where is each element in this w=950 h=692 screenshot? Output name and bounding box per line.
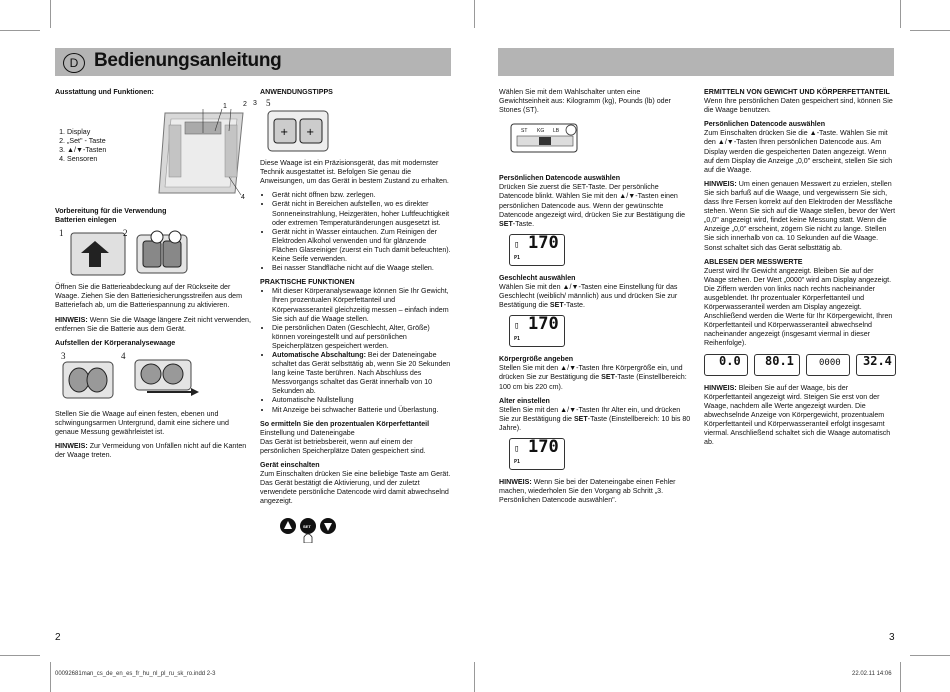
paragraph: -Taste (Einstellbereich: 10 bis 80 Jahre).: [499, 414, 691, 432]
section-heading: PRAKTISCHE FUNKTIONEN: [260, 278, 355, 287]
lcd-code: P1: [514, 336, 521, 343]
unit-label: KG: [537, 128, 545, 135]
lcd-value: 32.4: [863, 353, 892, 368]
paragraph: Zur Vermeidung von Unfällen nicht auf die Kanten der Waage treten.: [55, 442, 247, 460]
paragraph: -Taste.: [512, 219, 535, 228]
button-figure: [260, 511, 452, 545]
list-item: • Gerät nicht in Bereichen aufstellen, wo es direkter Sonneneinstrahlung, Heizgeräten, hoher Luftfeuchtigkeit oder extremen Temperaturänderungen ausgesetzt ist.: [272, 200, 452, 227]
lcd-display: [754, 354, 800, 376]
section-heading: ABLESEN DER MESSWERTE: [704, 257, 803, 266]
battery-compartment-illustration: [266, 109, 332, 155]
note-label: HINWEIS:: [704, 179, 737, 188]
lcd-value: 0000: [819, 357, 841, 368]
paragraph: -Taste (Einstellbereich: 100 cm bis 220 cm).: [499, 373, 687, 391]
scale-illustration: [145, 97, 255, 203]
list-item-text: Bei der Dateneingabe schaltet das Gerät selbsttätig ab, wenn Sie 20 Sekunden lang keine Taste berühren. Nach Abschluss des Messvorgangs schaltet das Gerät innerhalb von 10 Sekunden ab.: [272, 350, 451, 396]
paragraph: Wenn Sie bei der Dateneingabe einen Fehler machen, wiederholen Sie den Vorgang ab Schritt „3. Persönlichen Datencode auswählen".: [499, 477, 676, 505]
section-heading: ANWENDUNGSTIPPS: [260, 88, 333, 96]
paragraph: Drücken Sie zuerst die SET-Taste. Der persönliche Datencode blinkt. Wählen Sie mit den ▲/▼-Tasten einen persönlichen Datencode aus. Wenn der gewünschte Datencode angezeigt wird, drücken Sie zur Bestätigung die: [499, 183, 686, 219]
paragraph: Zuerst wird Ihr Gewicht angezeigt. Bleiben Sie auf der Waage stehen. Der Wert „0000" wird am Display angezeigt. Die Ziffern werden von links nach rechts nacheinander ausgeblendet. Ihr prozentualer Körperfettanteil und Körperwasseranteil werden am Display angezeigt. Anschließend werden die Werte für Ihr Körpergewicht, Ihren Körperfettanteil und Körperwasseranteil abwechselnd nacheinander angezeigt (insgesamt viermal in dieser Reihenfolge).: [704, 266, 893, 348]
column-1: [55, 88, 257, 465]
paragraph: Zum Einschalten drücken Sie die ▲-Taste. Wählen Sie mit den ▲/▼-Tasten Ihren persönlichen Datencode aus. Am Display werden die gespeicherten Daten angezeigt. Wenn auf dem Display die Anzeige „0,0" erscheint, stellen Sie sich auf die Waage.: [704, 129, 893, 174]
list-item: • Mit dieser Körperanalysewaage können Sie Ihr Gewicht, Ihren prozentualen Körperfettanteil und Körperwasseranteil gleichzeitig messen – einfach indem Sie sich auf die Waage stellen.: [272, 287, 452, 323]
svg-text:+: +: [280, 127, 289, 139]
feet-on-scale-illustration: [61, 360, 117, 402]
list-item: 4. Sensoren: [67, 155, 106, 164]
list-item: 3. ▲/▼-Tasten: [67, 146, 106, 155]
callout-2: 2: [243, 101, 247, 109]
fig-label: 3: [61, 350, 66, 361]
section-heading: Persönlichen Datencode auswählen: [499, 174, 621, 183]
column-4: [704, 88, 896, 452]
list-item: • Gerät nicht in Wasser eintauchen. Zum Reinigen der Elektroden Alkohol verwenden und für glänzende Flächen Glasreiniger (zuerst ein Tuch damit befeuchten). Keine Seife verwenden.: [272, 228, 452, 264]
note-label: HINWEIS:: [55, 442, 88, 451]
fig-label: 5: [266, 98, 271, 109]
footer-file: 00092681man_cs_de_en_es_fr_hu_nl_pl_ru_sk_ro.indd 2-3: [55, 671, 216, 677]
measurement-lcd-row: [704, 354, 896, 378]
paragraph: Stellen Sie die Waage auf einen festen, ebenen und schwingungsarmen Untergrund, damit eine sichere und genaue Messung gewährleistet ist.: [55, 409, 229, 437]
scale-figure: [55, 97, 257, 203]
paragraph: Stellen Sie mit den ▲/▼-Tasten Ihre Körpergröße ein, und drücken Sie zur Bestätigung die: [499, 364, 683, 382]
set-ref: SET: [499, 219, 513, 228]
list-item: 2. „Set" - Taste: [67, 137, 106, 146]
section-heading: Aufstellen der Körperanalysewaage: [55, 338, 176, 347]
callout-1: 1: [223, 103, 227, 111]
language-badge: D: [63, 53, 85, 73]
set-ref: SET: [573, 414, 588, 423]
lcd-value: 170: [528, 232, 559, 253]
battery-illustration: [135, 229, 195, 279]
lcd-display: [509, 315, 565, 347]
list-item: • Gerät nicht öffnen bzw. zerlegen.: [272, 191, 452, 200]
paragraph: Wählen Sie mit den ▲/▼-Tasten eine Einstellung für das Geschlecht (weiblich/ männlich) aus und drücken Sie zur Bestätigung die: [499, 282, 678, 310]
paragraph: Einstellung und Dateneingabe Das Gerät ist betriebsbereit, wenn auf einem der persönlichen Speicherplätze Daten gespeichert sind.: [260, 428, 426, 455]
section-heading: Ausstattung und Funktionen:: [55, 88, 154, 96]
list-item: 1. Display: [67, 128, 106, 137]
battery-cover-illustration: [69, 229, 129, 279]
paragraph: Wählen Sie mit dem Wahlschalter unten eine Gewichtseinheit aus: Kilogramm (kg), Pounds (lb) oder Stones (ST).: [499, 88, 671, 115]
lcd-value: 0.0: [719, 353, 741, 368]
paragraph: -Taste.: [563, 301, 585, 310]
set-ref: SET: [549, 301, 564, 310]
callout-4: 4: [241, 194, 245, 202]
page-number-right: 3: [889, 632, 895, 643]
list-item: • Automatische Nullstellung: [272, 396, 452, 405]
lcd-display: [856, 354, 896, 376]
feature-list: [55, 128, 106, 164]
unit-label: LB: [553, 128, 560, 135]
unit-switch-figure: [499, 120, 691, 158]
paragraph: Wenn Sie die Waage längere Zeit nicht verwenden, entfernen Sie die Batterie aus dem Gerät.: [55, 315, 251, 333]
paragraph: Stellen Sie mit den ▲/▼-Tasten Ihr Alter ein, und drücken Sie zur Bestätigung die: [499, 405, 681, 423]
unit-label: ST: [521, 128, 528, 135]
note-label: HINWEIS:: [704, 383, 737, 392]
section-heading: So ermitteln Sie den prozentualen Körperfettanteil: [260, 419, 430, 428]
battery-figure: [55, 229, 251, 279]
note-label: HINWEIS:: [499, 477, 532, 486]
section-heading: Geschlecht auswählen: [499, 273, 576, 282]
section-heading: Vorbereitung für die Verwendung: [55, 207, 167, 216]
scale-edge-illustration: [131, 354, 201, 406]
lcd-value: 80.1: [765, 353, 794, 368]
set-button-label: SET: [303, 524, 311, 530]
lcd-display: [806, 354, 850, 376]
list-item: [272, 351, 452, 396]
lcd-value: 170: [528, 436, 559, 457]
list-item-label: Automatische Abschaltung:: [272, 350, 366, 359]
column-3: [499, 88, 691, 510]
header-bar-right: [498, 48, 894, 76]
fig-label: 1: [59, 228, 64, 239]
lcd-display: [704, 354, 748, 376]
footer-date: 22.02.11 14:06: [852, 671, 892, 677]
section-heading: Batterien einlegen: [55, 216, 117, 225]
blink-icon: ▯: [514, 321, 520, 332]
paragraph: Bleiben Sie auf der Waage, bis der Körperfettanteil angezeigt wird. Steigen Sie erst von der Waage, nachdem alle Werte angezeigt wurden. Die abwechselnde Anzeige von Körpergewicht, prozentualem Körperfettanteil und Körperwasseranteil erfolgt insgesamt viermal. Anschließend schaltet sich die Waage automatisch ab.: [704, 383, 891, 447]
section-heading: Alter einstellen: [499, 396, 550, 405]
lcd-display: [509, 438, 565, 470]
tips-list: [260, 191, 452, 273]
list-item: • Bei nasser Standfläche nicht auf die Waage stellen.: [272, 264, 452, 273]
lcd-display: [509, 234, 565, 266]
section-heading: Gerät einschalten: [260, 461, 320, 469]
set-ref: SET: [601, 373, 615, 382]
blink-icon: ▯: [514, 239, 520, 250]
lcd-value: 170: [528, 314, 559, 335]
paragraph: Öffnen Sie die Batterieabdeckung auf der Rückseite der Waage. Ziehen Sie den Batteriesicherungsstreifen aus dem Batteriefach ab, um die Batteriespannung zu aktivieren.: [55, 283, 243, 310]
svg-text:+: +: [306, 127, 315, 139]
paragraph: Zum Einschalten drücken Sie eine beliebige Taste am Gerät. Das Gerät bestätigt die Aktivierung, und der zuletzt verwendete persönliche Datencode wird damit abwechselnd angezeigt.: [260, 470, 451, 506]
paragraph: Diese Waage ist ein Präzisionsgerät, das mit modernster Technik ausgestattet ist. Befolgen Sie genau die Anweisungen, um das Gerät in bestem Zustand zu erhalten.: [260, 159, 449, 186]
lcd-code: P1: [514, 458, 521, 465]
list-item: • Mit Anzeige bei schwacher Batterie und Überlastung.: [272, 406, 452, 415]
placement-figure: [55, 352, 251, 406]
column-2: [260, 88, 452, 545]
blink-icon: ▯: [514, 443, 520, 454]
page-number-left: 2: [55, 632, 61, 643]
section-heading: Körpergröße angeben: [499, 355, 574, 364]
page-title: Bedienungsanleitung: [94, 50, 282, 71]
unit-switch-illustration: [509, 122, 581, 156]
paragraph: Wenn Ihre persönlichen Daten gespeichert sind, können Sie die Waage benutzen.: [704, 97, 893, 115]
battery-tips-figure: [260, 97, 452, 159]
paragraph: Um einen genauen Messwert zu erzielen, stellen Sie sich barfuß auf die Waage, und vergewissern Sie sich, dass Ihre Fersen korrekt auf den Elektroden der Messfläche stehen. Wenn Sie sich auf die Waage stellen, bevor der Wert „0,0" angezeigt wird, findet keine Messung statt. Wenn die Anzeige „0,0" erscheint, zögern Sie nicht zu lange. Stellen Sie sich innerhalb von ca. 10 Sekunden auf die Waage. Sonst schaltet sich das Gerät selbsttätig ab.: [704, 179, 896, 252]
section-heading: ERMITTELN VON GEWICHT UND KÖRPERFETTANTEIL: [704, 88, 890, 96]
list-item: • Die persönlichen Daten (Geschlecht, Alter, Größe) können voreingestellt und auf persönlichen Speicherplätzen gespeichert werden.: [272, 324, 452, 351]
lcd-code: P1: [514, 254, 521, 261]
fig-label: 2: [123, 228, 128, 239]
section-heading: Persönlichen Datencode auswählen: [704, 120, 826, 129]
functions-list: [260, 287, 452, 414]
callout-3: 3: [253, 100, 257, 108]
fig-label: 4: [121, 350, 126, 361]
note-label: HINWEIS:: [55, 315, 88, 324]
